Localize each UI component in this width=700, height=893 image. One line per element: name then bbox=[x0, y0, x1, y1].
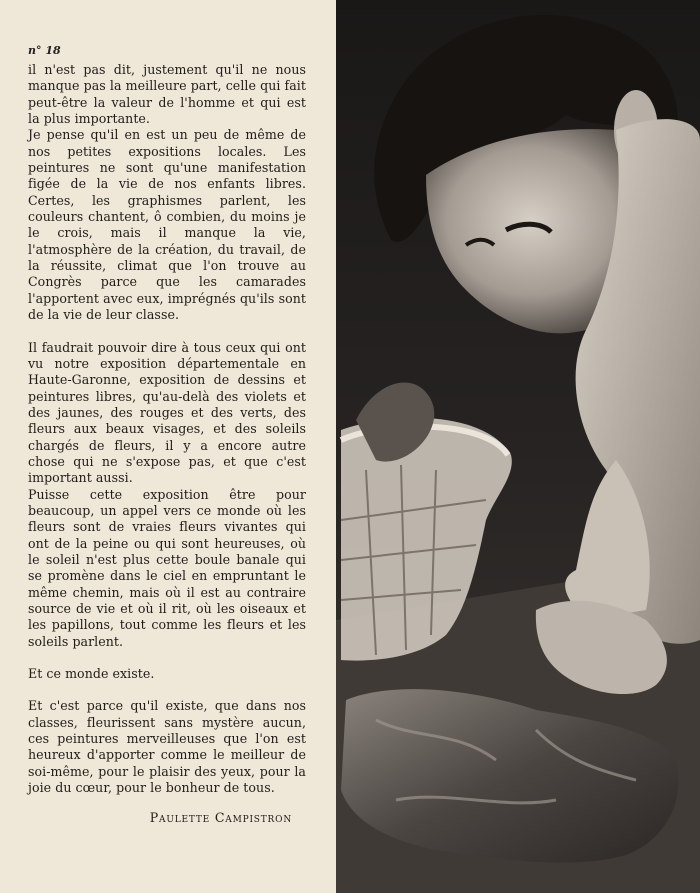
paragraph: Et c'est parce qu'il existe, que dans nos classes, fleurissent sans mystère aucun, ces peintures merveilleuses que l'on est heureux d'apporter comme le meilleur de soi-même, pour le plaisir des yeux, pour la joie du cœur, pour le bonheur de tous. bbox=[28, 698, 306, 796]
paragraph: Il faudrait pouvoir dire à tous ceux qui ont vu notre exposition départementale en Haute-Garonne, exposition de dessins et peintures libres, qu'au-delà des violets et des jaunes, des rouges et des verts, des fleurs aux beaux visages, et des soleils chargés de fleurs, il y a encore autre chose qui ne s'expose pas, et que c'est important aussi. bbox=[28, 339, 306, 486]
paragraph: Puisse cette exposition être pour beaucoup, un appel vers ce monde où les fleurs sont de vraies fleurs vivantes qui ont de la peine ou qui sont heureuses, où le soleil n'est plus cette boule banale qui se promène dans le ciel en empruntant le même chemin, mais où il est au contraire source de vie et où il rit, où les oiseaux et les papillons, tout comme les fleurs et les soleils parlent. bbox=[28, 486, 306, 649]
paragraph: Je pense qu'il en est un peu de même de nos petites expositions locales. Les peintures ne sont qu'une manifestation figée de la vie de nos enfants libres. Certes, les graphismes parlent, les couleurs chantent, ô combien, du moins je le crois, mais il manque la vie, l'atmosphère de la création, du travail, de la réussite, climat que l'on trouve au Congrès parce que les camarades l'apportent avec eux, imprégnés qu'ils sont de la vie de leur classe. bbox=[28, 127, 306, 323]
paragraph: il n'est pas dit, justement qu'il ne nous manque pas la meilleure part, celle qui fait peut-être la valeur de l'homme et qui est la plus importante. bbox=[28, 62, 306, 127]
text-column bbox=[0, 0, 336, 893]
photo-illustration bbox=[336, 0, 700, 893]
author-signature: Paulette Campistron bbox=[149, 810, 292, 826]
paragraph: Et ce monde existe. bbox=[28, 666, 155, 682]
page-number: n° 18 bbox=[28, 44, 61, 57]
article-body bbox=[28, 62, 306, 827]
photograph-child-painting bbox=[336, 0, 700, 893]
